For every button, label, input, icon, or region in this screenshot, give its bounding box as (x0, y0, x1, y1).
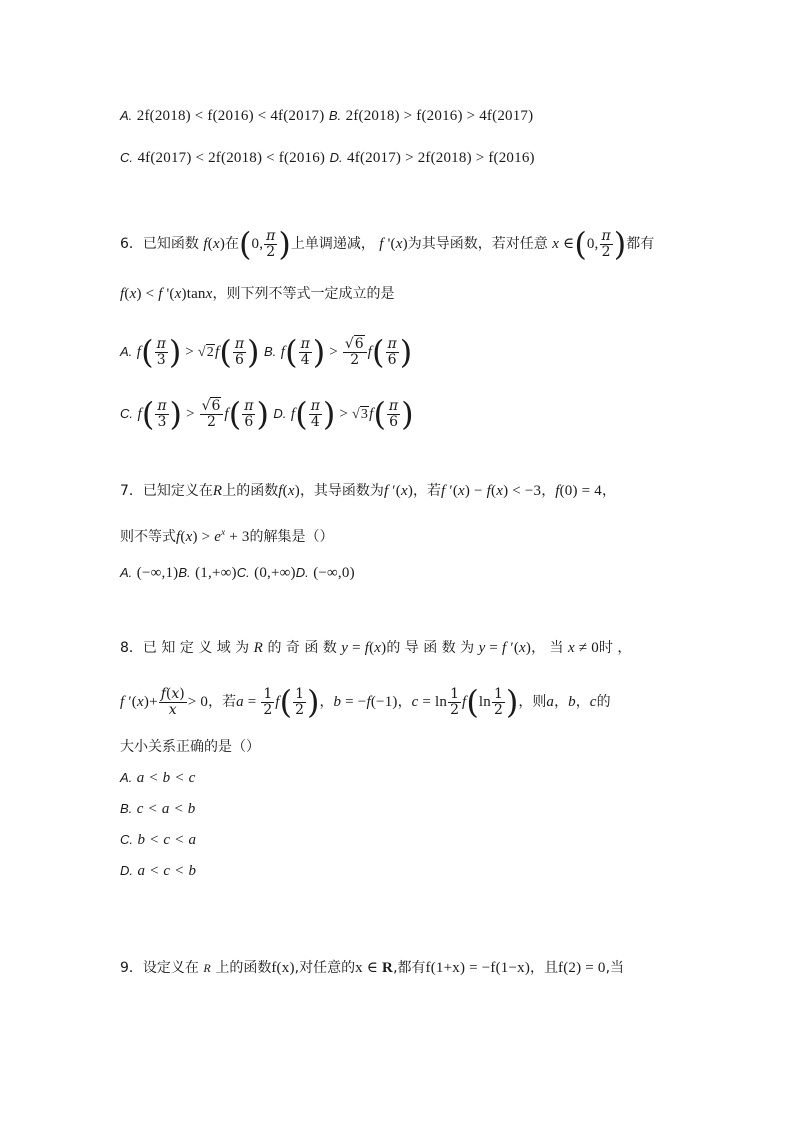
q8-text: 的 (596, 694, 611, 710)
q8-stem-line2: f ′(x)+ $\frac{f(x)}{x}$ > 0，若a = $\frac{1}{2}$ f( $\frac{1}{2}$ )，b = −f(−1)，c = ln $\frac{1}{2}$ f(ln $\frac{1}{2}$ )，则a，b，c的 (120, 683, 611, 721)
q8-text: ， 当 (531, 640, 564, 656)
q8-option-b: c < a < b (136, 801, 196, 817)
q6-option-d-letter: D. (273, 406, 287, 421)
q8-option-a: a < b < c (136, 770, 196, 786)
q6-text: 已知函数 (142, 236, 199, 252)
q6-stem-line2 (120, 284, 680, 304)
q6-options-cd: C. f( $\frac{\pi}{3}$ ) > $\frac{√6}{2}$ f( $\frac{\pi}{6}$ ) D. f( $\frac{\pi}{4}$ ) > √3f( $\frac{\pi}{6}$ ) (120, 395, 414, 433)
q8-option-a-row (120, 768, 680, 788)
q7-stem-line2: 则不等式$f(x) > e^x + 3$的解集是（） (120, 527, 334, 545)
q5-option-d: 4f(2017) > 2f(2018) > f(2016) (347, 150, 535, 166)
q5-option-c-letter: C. (120, 150, 133, 165)
q8-option-c-row (120, 830, 680, 850)
q7-options (120, 563, 680, 583)
q9-number: 9． (120, 960, 143, 976)
q6-text: 都有 (626, 236, 655, 252)
q8-text: 的 奇 函 数 (267, 640, 337, 656)
q7-text: 则不等式 (120, 529, 176, 545)
q5-options-cd (120, 148, 680, 168)
q6-option-a-letter: A. (120, 344, 133, 359)
q7-text: ， (541, 483, 556, 499)
q8-text: ， (575, 694, 590, 710)
q9-text: ,对任意的 (294, 960, 356, 976)
q7-text: 上的函数 (222, 483, 279, 499)
q9-text: ,当 (605, 960, 625, 976)
q6-option-b-letter: B. (263, 344, 277, 359)
q7-option-a-letter: A. (120, 565, 133, 580)
q8-option-b-letter: B. (120, 801, 133, 816)
q8-number: 8． (120, 640, 143, 656)
q5-option-d-letter: D. (329, 150, 343, 165)
q8-stem-line1: 8．已 知 定 义 域 为 R 的 奇 函 数 y = f(x)的 导 函 数 为 y = f ′(x)， 当 x ≠ 0时 ， (120, 640, 632, 656)
q6-math-fx: f(x) (203, 236, 226, 252)
q6-text: 在 (225, 236, 240, 252)
q8-option-a-letter: A. (120, 770, 133, 785)
q5-option-c: 4f(2017) < 2f(2018) < f(2016) (137, 150, 326, 166)
q9-text: 设定义在 (142, 960, 199, 976)
q5-option-b-letter: B. (328, 108, 342, 123)
q6-text: 上单调递减， (290, 236, 375, 252)
q8-text: ， (397, 694, 412, 710)
q7-text: 的解集是（） (249, 529, 334, 545)
q9-stem-line1: 9．设定义在 R 上的函数f(x),对任意的x ∈ R,都有f(1+x) = −f(1−x)，且f(2) = 0,当 (120, 960, 625, 976)
q7-text: 已知定义在 (142, 483, 213, 499)
q7-option-b-letter: B. (178, 565, 191, 580)
q8-option-c: b < c < a (137, 832, 197, 848)
q6-stem-line1: 6．已知函数 f(x)在(0, $\frac{\pi}{2}$ )上单调递减， f '(x)为其导函数，若对任意 x ∈(0, $\frac{\pi}{2}$ )都有 (120, 225, 655, 263)
q6-option-a: f (136, 344, 142, 360)
q8-option-b-row (120, 799, 680, 819)
q7-option-b: (1,+∞) (195, 565, 237, 581)
q6-option-b: f (280, 344, 286, 360)
q9-text: 上的函数 (215, 960, 272, 976)
q8-stem-line3 (120, 737, 680, 757)
q8-text: 已 知 定 义 域 为 (142, 640, 250, 656)
q8-option-d-row (120, 861, 680, 881)
q9-text: ,都有 (393, 960, 426, 976)
q8-option-d-letter: D. (120, 863, 133, 878)
q8-text: ，若 (208, 694, 237, 710)
q8-text: ，则 (518, 694, 547, 710)
q6-condition: f(x) < f '(x)tanx (120, 286, 213, 302)
q6-math-fprime: f '(x) (379, 236, 408, 252)
q7-text: ，若 (413, 483, 442, 499)
q8-option-c-letter: C. (120, 832, 133, 847)
q6-option-c: f (137, 406, 142, 422)
q8-text: 时 ， (598, 640, 632, 656)
q7-option-d: (−∞,0) (313, 565, 355, 581)
q7-option-c-letter: C. (236, 565, 250, 580)
q6-options-ab: A. f( $\frac{\pi}{3}$ ) > √2f( $\frac{\pi}{6}$ ) B. f( $\frac{\pi}{4}$ ) > $\frac{√6}{2}$ f( $\frac{\pi}{6}$ ) (120, 333, 413, 371)
q8-text: ， (554, 694, 569, 710)
q8-text: 的 导 函 数 为 (386, 640, 475, 656)
q7-text: ，其导函数为 (299, 483, 384, 499)
q7-number: 7． (120, 483, 143, 499)
q5-option-a: 2f(2018) < f(2016) < 4f(2017) (136, 108, 325, 124)
q6-option-c-letter: C. (120, 406, 133, 421)
q7-stem-line1: 7．已知定义在R上的函数f(x)，其导函数为f ′(x)，若f ′(x) − f(x) < −3，f(0) = 4， (120, 483, 616, 499)
q6-number: 6． (120, 236, 143, 252)
q7-text: ， (601, 483, 616, 499)
q7-option-a: (−∞,1) (136, 565, 179, 581)
q7-option-c: (0,+∞) (254, 565, 296, 581)
q8-option-d: a < c < b (137, 863, 197, 879)
q8-text: ， (319, 694, 334, 710)
q5-option-b: 2f(2018) > f(2016) > 4f(2017) (345, 108, 534, 124)
q5-options-ab (120, 106, 680, 126)
q7-option-d-letter: D. (295, 565, 309, 580)
q6-text: 为其导函数，若对任意 (407, 236, 548, 252)
q8-text: 大小关系正确的是（） (120, 739, 260, 755)
q6-option-d: f (290, 406, 296, 422)
q6-text: ，则下列不等式一定成立的是 (212, 286, 395, 302)
q9-text: ，且 (530, 960, 559, 976)
q5-option-a-letter: A. (120, 108, 133, 123)
